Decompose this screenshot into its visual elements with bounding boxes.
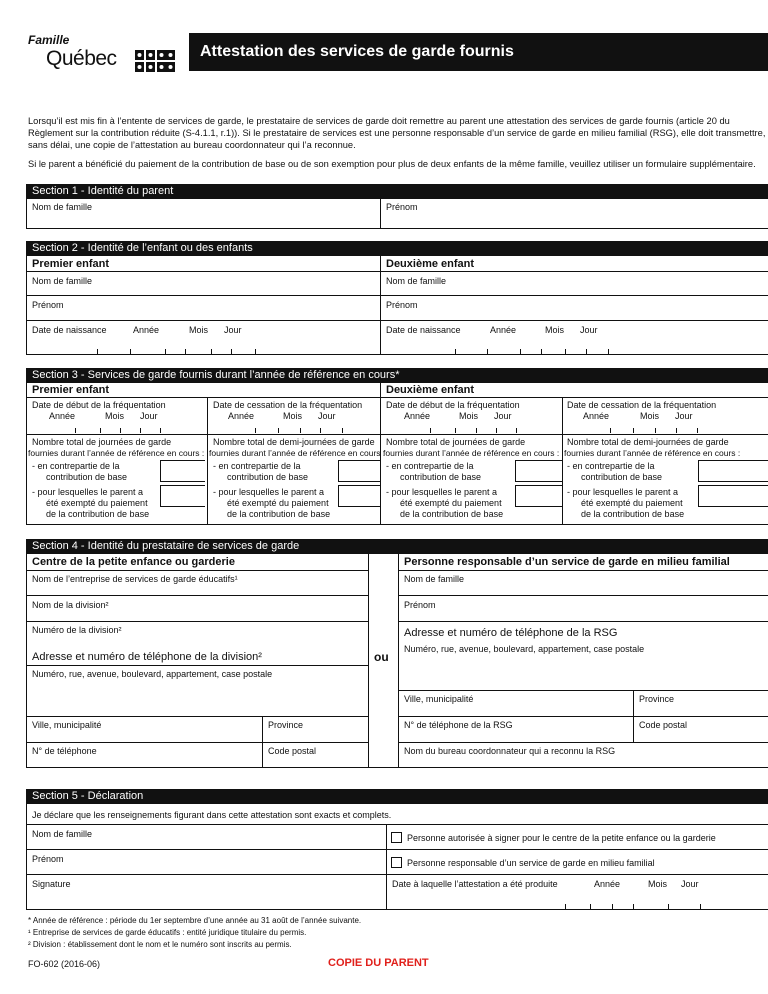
- footnote-1: ¹ Entreprise de services de garde éducatifs : entité juridique titulaire du permis.: [28, 928, 307, 937]
- division-address-heading: Adresse et numéro de téléphone de la division²: [32, 651, 262, 663]
- c1-start-day[interactable]: Jour: [140, 411, 158, 421]
- rsg-city-field[interactable]: Ville, municipalité: [404, 694, 474, 704]
- division-phone-field[interactable]: N° de téléphone: [32, 746, 97, 756]
- child2-first-name-field[interactable]: Prénom: [386, 300, 418, 310]
- intro-paragraph: Lorsqu’il est mis fin à l’entente de services de garde, le prestataire de services de garde doit remettre au parent une attestation des services de garde fournis (article 20 du Règlement sur la contribution réduite (S-4.1.1, r.1)). Si le prestataire de services est une personne responsable d’un service de garde en milieu familial (RSG), elle doit transmettre, sans délai, une copie de l’attestation au bureau coordonnateur qui l’a reconnue.: [28, 116, 766, 150]
- s2-second-child-heading: Deuxième enfant: [386, 258, 475, 270]
- parent-last-name-field[interactable]: Nom de famille: [32, 202, 93, 212]
- c1-end-day[interactable]: Jour: [318, 411, 336, 421]
- c2-halfdays-basic-input[interactable]: [698, 460, 768, 482]
- c1-days-basic-1: - en contrepartie de la: [32, 461, 120, 471]
- production-month[interactable]: Mois: [648, 879, 668, 889]
- division-number-field[interactable]: Numéro de la division²: [32, 625, 122, 635]
- rsg-heading: Personne responsable d’un service de garde en milieu familial: [404, 556, 730, 568]
- rsg-first-name-field[interactable]: Prénom: [404, 600, 436, 610]
- c2-halfdays-exempt-1: - pour lesquelles le parent a: [567, 487, 679, 497]
- page-title: Attestation des services de garde fournis: [200, 43, 514, 60]
- c2-halfdays-basic-2: contribution de base: [581, 472, 663, 482]
- c2-start-date-label: Date de début de la fréquentation: [386, 400, 520, 410]
- c2-start-day[interactable]: Jour: [494, 411, 512, 421]
- signer-last-name-field[interactable]: Nom de famille: [32, 829, 93, 839]
- c1-days-exempt-input[interactable]: [160, 485, 205, 507]
- rsg-last-name-field[interactable]: Nom de famille: [404, 574, 465, 584]
- c2-days-exempt-3: de la contribution de base: [400, 509, 504, 519]
- child2-last-name-field[interactable]: Nom de famille: [386, 276, 447, 286]
- copy-label: COPIE DU PARENT: [328, 957, 429, 969]
- quebec-logo: [28, 33, 178, 73]
- declaration-statement: Je déclare que les renseignements figurant dans cette attestation sont exacts et complets.: [32, 810, 392, 820]
- c2-halfdays-exempt-2: été exempté du paiement: [581, 498, 683, 508]
- c1-start-month[interactable]: Mois: [105, 411, 125, 421]
- child2-dob-month[interactable]: Mois: [545, 325, 565, 335]
- rsg-address-heading: Adresse et numéro de téléphone de la RSG: [404, 627, 618, 639]
- division-postal-code-field[interactable]: Code postal: [268, 746, 317, 756]
- c2-days-exempt-2: été exempté du paiement: [400, 498, 502, 508]
- division-province-field[interactable]: Province: [268, 720, 304, 730]
- c1-halfdays-period: fournies durant l’année de référence en cours :: [209, 448, 386, 458]
- c2-halfdays-label: Nombre total de demi-journées de garde: [567, 437, 729, 447]
- c1-halfdays-label: Nombre total de demi-journées de garde: [213, 437, 375, 447]
- child1-dob-year[interactable]: Année: [133, 325, 160, 335]
- c1-end-month[interactable]: Mois: [283, 411, 303, 421]
- entreprise-name-field[interactable]: Nom de l’entreprise de services de garde éducatifs¹: [32, 574, 238, 584]
- rsg-signer-label: Personne responsable d’un service de garde en milieu familial: [407, 858, 655, 868]
- parent-first-name-field[interactable]: Prénom: [386, 202, 418, 212]
- or-separator: ou: [374, 650, 389, 664]
- fleur-de-lis-flag-icon: [135, 50, 175, 72]
- coordinating-office-field[interactable]: Nom du bureau coordonnateur qui a reconnu la RSG: [404, 746, 616, 756]
- c2-halfdays-exempt-3: de la contribution de base: [581, 509, 685, 519]
- title-bar: [189, 33, 768, 71]
- c1-halfdays-basic-1: - en contrepartie de la: [213, 461, 301, 471]
- c1-end-year[interactable]: Année: [228, 411, 255, 421]
- c1-start-year[interactable]: Année: [49, 411, 76, 421]
- c2-days-basic-1: - en contrepartie de la: [386, 461, 474, 471]
- c2-end-month[interactable]: Mois: [640, 411, 660, 421]
- c1-halfdays-basic-2: contribution de base: [227, 472, 309, 482]
- c2-end-year[interactable]: Année: [583, 411, 610, 421]
- c2-days-exempt-1: - pour lesquelles le parent a: [386, 487, 498, 497]
- rsg-signer-checkbox[interactable]: [391, 857, 402, 868]
- footnote-2: ² Division : établissement dont le nom et le numéro sont inscrits au permis.: [28, 940, 292, 949]
- c1-days-exempt-3: de la contribution de base: [46, 509, 150, 519]
- production-date-label: Date à laquelle l’attestation a été produite: [392, 879, 558, 889]
- section-2-header: Section 2 - Identité de l’enfant ou des enfants: [26, 241, 768, 255]
- child1-dob-label: Date de naissance: [32, 325, 107, 335]
- c2-days-basic-input[interactable]: [515, 460, 562, 482]
- c1-days-basic-2: contribution de base: [46, 472, 128, 482]
- signature-field[interactable]: Signature: [32, 879, 71, 889]
- c2-halfdays-exempt-input[interactable]: [698, 485, 768, 507]
- c1-halfdays-exempt-3: de la contribution de base: [227, 509, 331, 519]
- c2-end-day[interactable]: Jour: [675, 411, 693, 421]
- section-3-header: Section 3 - Services de garde fournis durant l’année de référence en cours*: [26, 368, 768, 382]
- cpe-heading: Centre de la petite enfance ou garderie: [32, 556, 235, 568]
- c2-days-exempt-input[interactable]: [515, 485, 562, 507]
- c2-start-year[interactable]: Année: [404, 411, 431, 421]
- c2-days-period: fournies durant l’année de référence en cours :: [383, 448, 560, 458]
- rsg-province-field[interactable]: Province: [639, 694, 675, 704]
- section-5-header: Section 5 - Déclaration: [26, 789, 768, 803]
- logo-line1: Famille: [28, 33, 70, 47]
- logo-line2: Québec: [46, 47, 117, 70]
- division-name-field[interactable]: Nom de la division²: [32, 600, 109, 610]
- cpe-signer-checkbox[interactable]: [391, 832, 402, 843]
- c1-halfdays-exempt-1: - pour lesquelles le parent a: [213, 487, 325, 497]
- child2-dob-label: Date de naissance: [386, 325, 461, 335]
- c1-days-exempt-2: été exempté du paiement: [46, 498, 148, 508]
- c2-days-label: Nombre total de journées de garde: [386, 437, 526, 447]
- c1-halfdays-exempt-2: été exempté du paiement: [227, 498, 329, 508]
- child2-dob-day[interactable]: Jour: [580, 325, 598, 335]
- c1-days-label: Nombre total de journées de garde: [32, 437, 172, 447]
- child1-dob-month[interactable]: Mois: [189, 325, 209, 335]
- c1-halfdays-basic-input[interactable]: [338, 460, 380, 482]
- c1-days-period: fournies durant l’année de référence en cours :: [28, 448, 205, 458]
- c1-start-date-label: Date de début de la fréquentation: [32, 400, 166, 410]
- cpe-signer-label: Personne autorisée à signer pour le centre de la petite enfance ou la garderie: [407, 833, 716, 843]
- c2-days-basic-2: contribution de base: [400, 472, 482, 482]
- child1-first-name-field[interactable]: Prénom: [32, 300, 64, 310]
- c1-halfdays-exempt-input[interactable]: [338, 485, 380, 507]
- section-1-header: Section 1 - Identité du parent: [26, 184, 768, 198]
- child1-last-name-field[interactable]: Nom de famille: [32, 276, 93, 286]
- rsg-street-field[interactable]: Numéro, rue, avenue, boulevard, appartement, case postale: [404, 644, 645, 654]
- division-street-field[interactable]: Numéro, rue, avenue, boulevard, appartement, case postale: [32, 669, 273, 679]
- c1-days-exempt-1: - pour lesquelles le parent a: [32, 487, 144, 497]
- child1-dob-day[interactable]: Jour: [224, 325, 242, 335]
- c1-days-basic-input[interactable]: [160, 460, 205, 482]
- rsg-postal-code-field[interactable]: Code postal: [639, 720, 688, 730]
- c2-start-month[interactable]: Mois: [459, 411, 479, 421]
- c2-halfdays-basic-1: - en contrepartie de la: [567, 461, 655, 471]
- form-code: FO-602 (2016-06): [28, 959, 101, 969]
- production-day[interactable]: Jour: [681, 879, 699, 889]
- section-4-header: Section 4 - Identité du prestataire de services de garde: [26, 539, 768, 553]
- child2-dob-year[interactable]: Année: [490, 325, 517, 335]
- signer-first-name-field[interactable]: Prénom: [32, 854, 64, 864]
- division-city-field[interactable]: Ville, municipalité: [32, 720, 102, 730]
- intro-note: Si le parent a bénéficié du paiement de la contribution de base ou de son exemption pour plus de deux enfants de la même famille, veuillez utiliser un formulaire supplémentaire.: [28, 159, 756, 169]
- c1-end-date-label: Date de cessation de la fréquentation: [213, 400, 363, 410]
- c2-halfdays-period: fournies durant l’année de référence en cours :: [564, 448, 741, 458]
- s3-second-child-heading: Deuxième enfant: [386, 384, 475, 396]
- production-year[interactable]: Année: [594, 879, 621, 889]
- c2-end-date-label: Date de cessation de la fréquentation: [567, 400, 717, 410]
- s2-first-child-heading: Premier enfant: [32, 258, 110, 270]
- s3-first-child-heading: Premier enfant: [32, 384, 110, 396]
- rsg-phone-field[interactable]: N° de téléphone de la RSG: [404, 720, 513, 730]
- footnote-reference-year: * Année de référence : période du 1er septembre d’une année au 31 août de l’année suivante.: [28, 916, 362, 925]
